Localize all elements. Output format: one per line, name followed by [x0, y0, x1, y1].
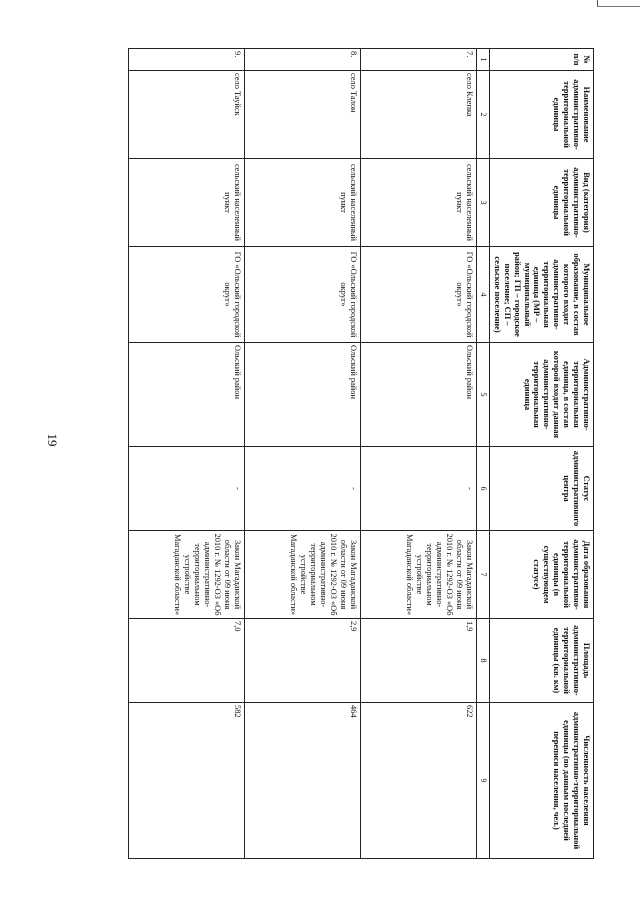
- page-number: 19: [45, 433, 60, 447]
- page-edge-mark: [597, 6, 640, 7]
- unit-status: -: [360, 447, 476, 531]
- column-number: 3: [476, 159, 489, 247]
- column-number: 1: [476, 49, 489, 71]
- unit-municipality: ГО «Ольский городской округ»: [128, 247, 244, 343]
- admin-units-table: [128, 48, 594, 859]
- unit-status: -: [244, 447, 360, 531]
- column-header: Административно-территориальная единица, в состав которой входит данная административно-территориальная единица: [489, 343, 593, 447]
- row-number: 8.: [244, 49, 360, 71]
- unit-parent: Ольский район: [128, 343, 244, 447]
- row-number: 9.: [128, 49, 244, 71]
- unit-kind: сельский населенный пункт: [244, 159, 360, 247]
- unit-population: 582: [128, 703, 244, 859]
- column-number: 2: [476, 71, 489, 159]
- column-number-row: [476, 49, 489, 859]
- unit-parent: Ольский район: [360, 343, 476, 447]
- column-header: Муниципальное образование, в состав которого входит административно-территориальная единица (МР – муниципальный район; ГП – городское поселение; СП – сельское поселение): [489, 247, 593, 343]
- column-number: 8: [476, 619, 489, 703]
- column-number: 4: [476, 247, 489, 343]
- unit-name: село Тауйск: [128, 71, 244, 159]
- unit-date: Закон Магаданской области от 09 июня 2010 г. № 1292-ОЗ «Об административно-территориальном устройстве Магаданской области»: [244, 531, 360, 619]
- column-header: Вид (категория) административно-территориальной единицы: [489, 159, 593, 247]
- unit-kind: сельский населенный пункт: [128, 159, 244, 247]
- column-number: 6: [476, 447, 489, 531]
- unit-date: Закон Магаданской области от 09 июня 2010 г. № 1292-ОЗ «Об административно-территориальном устройстве Магаданской области»: [128, 531, 244, 619]
- column-number: 7: [476, 531, 489, 619]
- unit-name: село Талон: [244, 71, 360, 159]
- row-number: 7.: [360, 49, 476, 71]
- column-header: Наименование административно-территориальной единицы: [489, 71, 593, 159]
- column-header: № п/п: [489, 49, 593, 71]
- table-row: [244, 49, 360, 859]
- column-header: Численность населения административно-территориальной единицы (по данным последней переписи населения, чел.): [489, 703, 593, 859]
- unit-parent: Ольский район: [244, 343, 360, 447]
- unit-municipality: ГО «Ольский городской округ»: [244, 247, 360, 343]
- unit-name: село Клепка: [360, 71, 476, 159]
- column-header: Дата образования административно-территориальной единицы (в существующем статусе): [489, 531, 593, 619]
- rotated-table-container: [64, 48, 594, 858]
- table-row: [360, 49, 476, 859]
- unit-area: 7,0: [128, 619, 244, 703]
- column-header: Площадь административно-территориальной единицы (кв. км): [489, 619, 593, 703]
- column-number: 9: [476, 703, 489, 859]
- unit-date: Закон Магаданской области от 09 июня 2010 г. № 1292-ОЗ «Об административно-территориальном устройстве Магаданской области»: [360, 531, 476, 619]
- unit-area: 2,9: [244, 619, 360, 703]
- column-header: Статус административного центра: [489, 447, 593, 531]
- header-row: [489, 49, 593, 859]
- unit-area: 1,9: [360, 619, 476, 703]
- unit-municipality: ГО «Ольский городской округ»: [360, 247, 476, 343]
- unit-population: 622: [360, 703, 476, 859]
- unit-population: 464: [244, 703, 360, 859]
- table-row: [128, 49, 244, 859]
- column-number: 5: [476, 343, 489, 447]
- unit-kind: сельский населенный пункт: [360, 159, 476, 247]
- unit-status: -: [128, 447, 244, 531]
